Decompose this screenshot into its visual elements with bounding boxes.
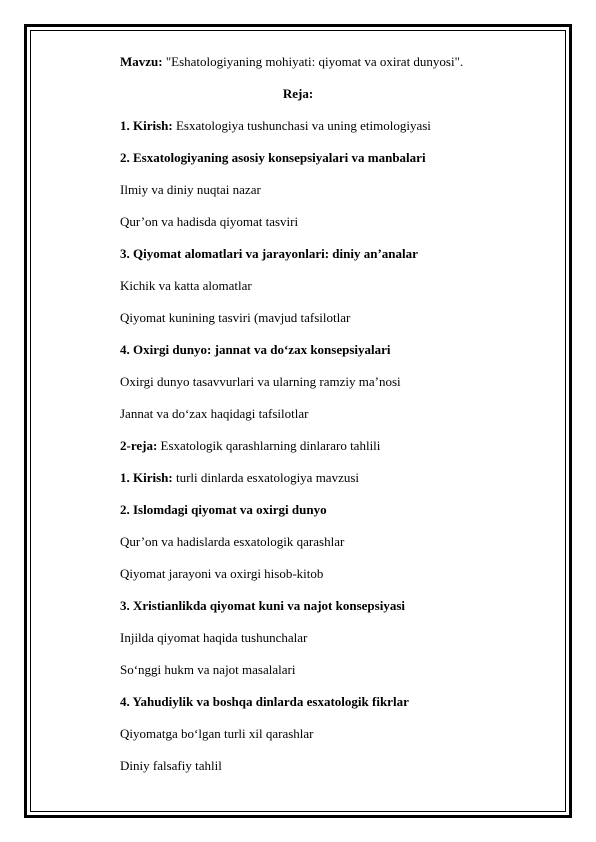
plan-line (120, 630, 520, 662)
plan-line (120, 502, 520, 534)
plan-line (120, 438, 520, 470)
plan-line-text: Qiyomat kunining tasviri (mavjud tafsilotlar (120, 310, 351, 325)
plan-line (120, 278, 520, 310)
plan-line-text: Qiyomat jarayoni va oxirgi hisob-kitob (120, 566, 324, 581)
plan-line-bold: 4. Yahudiylik va boshqa dinlarda esxatologik fikrlar (120, 694, 409, 709)
plan-line (120, 662, 520, 694)
plan-line (120, 406, 520, 438)
plan-line-text: Oxirgi dunyo tasavvurlari va ularning ramziy ma’nosi (120, 374, 401, 389)
plan-line (120, 598, 520, 630)
plan-line-bold: 2. Esxatologiyaning asosiy konsepsiyalari va manbalari (120, 150, 426, 165)
plan-line-bold: 1. Kirish: (120, 470, 173, 485)
topic-label: Mavzu: (120, 54, 163, 69)
plan-line-text: Ilmiy va diniy nuqtai nazar (120, 182, 261, 197)
plan-line (120, 758, 520, 790)
plan-line-text: Jannat va do‘zax haqidagi tafsilotlar (120, 406, 309, 421)
plan-heading: Reja: (282, 86, 314, 101)
plan-line-text: Kichik va katta alomatlar (120, 278, 252, 293)
plan-line-bold: 3. Qiyomat alomatlari va jarayonlari: diniy an’analar (120, 246, 418, 261)
plan-line (120, 694, 520, 726)
topic-text: "Eshatologiyaning mohiyati: qiyomat va oxirat dunyosi". (162, 54, 464, 69)
document-body (120, 54, 520, 790)
plan-line (120, 246, 520, 278)
plan-line-bold: 2-reja: (120, 438, 158, 453)
plan-line (120, 214, 520, 246)
plan-line-text: So‘nggi hukm va najot masalalari (120, 662, 296, 677)
plan-line-bold: 1. Kirish: (120, 118, 173, 133)
plan-line-text: Qiyomatga bo‘lgan turli xil qarashlar (120, 726, 314, 741)
plan-line (120, 150, 520, 182)
plan-line-text: Esxatologik qarashlarning dinlararo tahlili (157, 438, 381, 453)
plan-line-bold: 3. Xristianlikda qiyomat kuni va najot konsepsiyasi (120, 598, 405, 613)
topic-line (120, 54, 520, 86)
plan-line-bold: 2. Islomdagi qiyomat va oxirgi dunyo (120, 502, 327, 517)
plan-line-text: turli dinlarda esxatologiya mavzusi (172, 470, 360, 485)
plan-line (120, 118, 520, 150)
plan-line (120, 342, 520, 374)
plan-line-text: Qur’on va hadislarda esxatologik qarashlar (120, 534, 345, 549)
plan-line-text: Diniy falsafiy tahlil (120, 758, 222, 773)
plan-line (120, 470, 520, 502)
plan-line (120, 310, 520, 342)
plan-line-text: Qur’on va hadisda qiyomat tasviri (120, 214, 299, 229)
plan-line (120, 534, 520, 566)
plan-line (120, 726, 520, 758)
plan-line-text: Esxatologiya tushunchasi va uning etimologiyasi (172, 118, 431, 133)
plan-line (120, 566, 520, 598)
plan-line (120, 374, 520, 406)
plan-line-bold: 4. Oxirgi dunyo: jannat va do‘zax konsepsiyalari (120, 342, 391, 357)
plan-line (120, 182, 520, 214)
plan-line-text: Injilda qiyomat haqida tushunchalar (120, 630, 308, 645)
